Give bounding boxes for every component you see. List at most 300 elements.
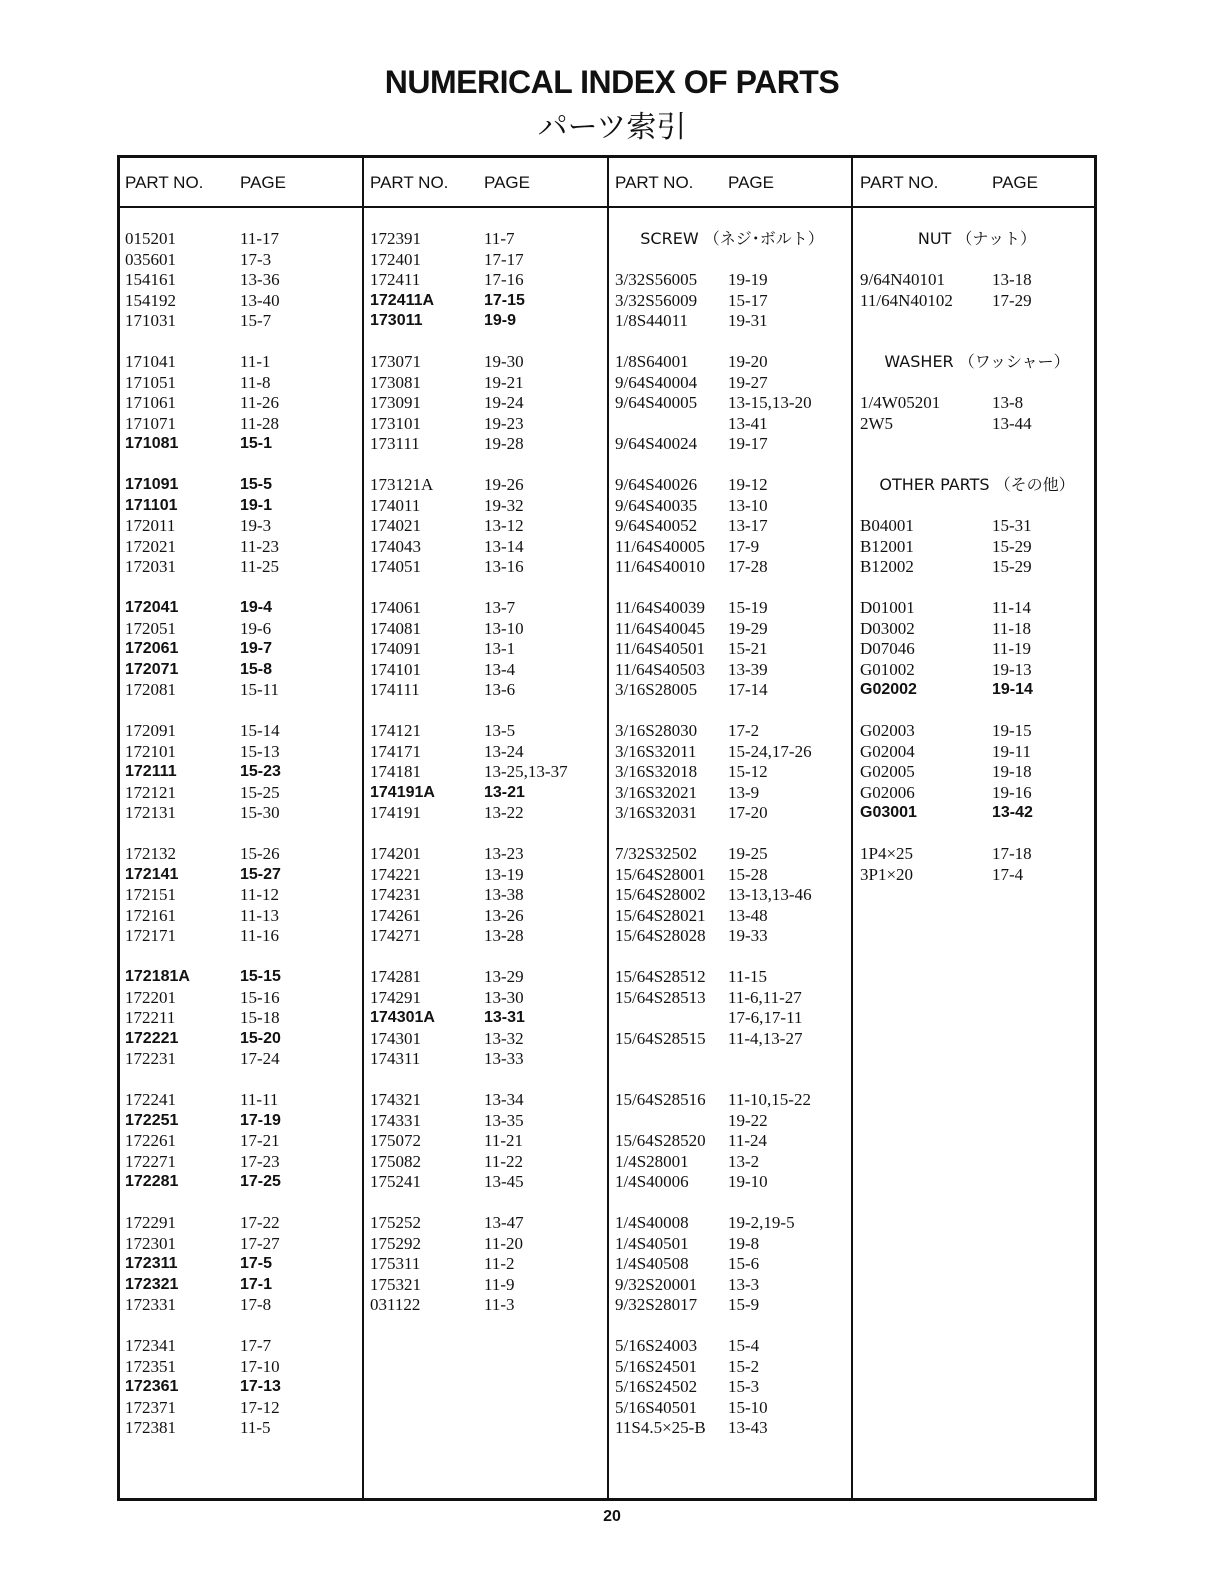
table-row — [125, 1008, 359, 1029]
part-number: 9/32S28017 — [615, 1295, 698, 1314]
spacer-row — [615, 332, 849, 353]
page-reference: 17-17 — [484, 249, 524, 269]
table-row — [615, 619, 849, 640]
spacer-row — [860, 496, 1094, 517]
table-row — [370, 1234, 604, 1255]
table-row — [860, 762, 1094, 783]
page-reference: 17-13 — [240, 1378, 281, 1395]
table-row — [615, 762, 849, 783]
table-row — [615, 1029, 849, 1050]
table-row — [860, 865, 1094, 886]
header-part-no: PART NO. — [615, 173, 694, 192]
page-reference: 19-17 — [728, 434, 768, 453]
part-number: 3/16S32021 — [615, 782, 698, 802]
part-number: 172101 — [125, 741, 176, 761]
table-row — [370, 1172, 604, 1193]
page-reference: 13-4 — [484, 659, 516, 679]
table-row — [370, 1090, 604, 1111]
part-number: 172321 — [125, 1275, 179, 1293]
spacer-row — [615, 1049, 849, 1070]
page-reference: 17-7 — [240, 1336, 272, 1355]
table-row — [370, 414, 604, 435]
page-reference: 15-15 — [240, 968, 281, 985]
page-reference: 13-10 — [484, 618, 524, 638]
part-number: 3/16S32031 — [615, 803, 698, 822]
part-number: B12002 — [860, 557, 914, 576]
page-reference: 13-1 — [484, 639, 516, 658]
page-reference: 11-28 — [240, 413, 280, 433]
part-number: 172331 — [125, 1295, 176, 1314]
table-row — [125, 639, 359, 660]
page-reference: 17-9 — [728, 536, 760, 556]
page-reference: 13-6 — [484, 680, 516, 699]
table-row — [370, 311, 604, 332]
part-number: 174321 — [370, 1090, 421, 1109]
page-reference: 13-41 — [728, 413, 768, 433]
page-reference: 11-9 — [484, 1274, 515, 1294]
part-number: 174311 — [370, 1049, 421, 1068]
page-reference: 15-31 — [992, 516, 1032, 535]
part-number: 172251 — [125, 1111, 179, 1129]
page-reference: 19-21 — [484, 372, 524, 392]
part-number: 11/64S40045 — [615, 618, 706, 638]
table-row — [615, 291, 849, 312]
page-reference: 17-29 — [992, 290, 1032, 310]
page-reference: 19-6 — [240, 618, 272, 638]
page-reference: 13-22 — [484, 803, 524, 822]
part-number: 173101 — [370, 413, 421, 433]
spacer-row — [370, 824, 604, 845]
page-reference: 17-22 — [240, 1213, 280, 1232]
table-row — [615, 414, 849, 435]
part-number: 172161 — [125, 905, 176, 925]
part-number: 1/4S28001 — [615, 1151, 689, 1171]
page-reference: 19-27 — [728, 372, 768, 392]
page-reference: 11-12 — [240, 885, 280, 904]
part-number: 171041 — [125, 352, 176, 371]
section-heading: NUT （ナット） — [917, 229, 1037, 248]
part-number: B12001 — [860, 536, 914, 556]
page-reference: 19-16 — [992, 782, 1032, 802]
part-number: 174091 — [370, 639, 421, 658]
table-row — [370, 639, 604, 660]
spacer-row — [125, 824, 359, 845]
page-reference: 13-18 — [992, 270, 1032, 289]
part-number: 174301 — [370, 1028, 421, 1048]
part-number: 5/16S24501 — [615, 1356, 698, 1376]
table-row — [125, 250, 359, 271]
spacer-row — [370, 701, 604, 722]
page-reference: 15-7 — [240, 311, 272, 330]
table-row — [370, 475, 604, 496]
part-number: 171061 — [125, 393, 176, 412]
part-number: 15/64S28520 — [615, 1131, 706, 1150]
part-number: 175252 — [370, 1213, 421, 1232]
spacer-row — [370, 578, 604, 599]
page-reference: 15-13 — [240, 741, 280, 761]
part-number: 3/16S32011 — [615, 741, 697, 761]
page-reference: 19-18 — [992, 762, 1032, 781]
page-reference: 13-15,13-20 — [728, 393, 812, 412]
part-number: 1/8S44011 — [615, 311, 689, 330]
table-row — [125, 783, 359, 804]
table-row — [125, 270, 359, 291]
part-number: 174011 — [370, 495, 421, 515]
part-number: 172261 — [125, 1131, 176, 1150]
part-number: 031122 — [370, 1295, 421, 1314]
spacer-row — [860, 578, 1094, 599]
part-number: 174111 — [370, 680, 420, 699]
spacer-row — [370, 1193, 604, 1214]
table-row — [615, 1213, 849, 1234]
header-part-no: PART NO. — [860, 173, 939, 192]
table-row — [370, 393, 604, 414]
page-reference: 11-22 — [484, 1151, 524, 1171]
part-number: G02002 — [860, 681, 917, 698]
table-row — [125, 1418, 359, 1439]
part-number: 15/64S28516 — [615, 1090, 706, 1109]
spacer-row — [370, 1070, 604, 1091]
spacer-row — [125, 947, 359, 968]
table-row — [615, 1172, 849, 1193]
part-number: 172271 — [125, 1151, 176, 1171]
part-number: 172111 — [125, 763, 177, 780]
table-row — [125, 1090, 359, 1111]
page-reference: 17-3 — [240, 249, 272, 269]
part-number: 172141 — [125, 865, 179, 883]
part-number: 172391 — [370, 229, 421, 248]
spacer-row — [860, 311, 1094, 332]
table-row — [125, 1152, 359, 1173]
spacer-row — [860, 434, 1094, 455]
header-page: PAGE — [992, 173, 1038, 192]
index-column-4 — [860, 229, 1094, 885]
table-row — [125, 721, 359, 742]
part-number: 172401 — [370, 249, 421, 269]
table-row — [615, 1398, 849, 1419]
spacer-row — [615, 947, 849, 968]
part-number: 174331 — [370, 1110, 421, 1130]
page-reference: 15-16 — [240, 987, 280, 1007]
part-number: 172201 — [125, 987, 176, 1007]
spacer-row — [370, 455, 604, 476]
section-heading: OTHER PARTS （その他） — [879, 475, 1075, 494]
page-reference: 19-8 — [728, 1233, 760, 1253]
table-row — [860, 721, 1094, 742]
page-reference: 13-43 — [728, 1418, 768, 1437]
page-reference: 13-8 — [992, 393, 1024, 412]
part-number: 172021 — [125, 536, 176, 556]
table-row — [370, 1152, 604, 1173]
table-row — [125, 1029, 359, 1050]
part-number: 174221 — [370, 864, 421, 884]
table-row — [125, 1049, 359, 1070]
table-row — [125, 988, 359, 1009]
spacer-row — [615, 1193, 849, 1214]
page-reference: 13-19 — [484, 864, 524, 884]
part-number: 174191 — [370, 803, 421, 822]
part-number: 1/8S64001 — [615, 352, 689, 371]
index-column-2 — [370, 229, 604, 1316]
part-number: 174171 — [370, 741, 421, 761]
part-number: 172291 — [125, 1213, 176, 1232]
spacer-row — [615, 250, 849, 271]
table-row — [860, 783, 1094, 804]
page-reference: 13-10 — [728, 495, 768, 515]
page-reference: 17-10 — [240, 1356, 280, 1376]
page-reference: 11-8 — [240, 372, 271, 392]
page-title-japanese: パーツ索引 — [537, 110, 687, 145]
table-row — [125, 1295, 359, 1316]
page-reference: 13-24 — [484, 741, 524, 761]
part-number: 11/64S40005 — [615, 536, 706, 556]
table-row — [370, 967, 604, 988]
part-number: 5/16S24502 — [615, 1377, 698, 1396]
page-reference: 19-4 — [240, 599, 273, 616]
page-reference: 17-21 — [240, 1131, 280, 1150]
part-number: G02005 — [860, 762, 915, 781]
part-number: 11/64N40102 — [860, 290, 953, 310]
page-reference: 17-6,17-11 — [728, 1008, 803, 1027]
table-row — [370, 270, 604, 291]
table-row — [860, 557, 1094, 578]
part-number: 172341 — [125, 1336, 176, 1355]
page-reference: 15-21 — [728, 639, 768, 658]
part-number: 3P1×20 — [860, 864, 914, 884]
table-row — [860, 844, 1094, 865]
page-reference: 19-13 — [992, 659, 1032, 679]
table-row — [125, 537, 359, 558]
part-number: 174101 — [370, 659, 421, 679]
page-reference: 15-4 — [728, 1336, 760, 1355]
spacer-row — [125, 578, 359, 599]
page-reference: 17-14 — [728, 680, 768, 699]
table-row — [125, 311, 359, 332]
table-row — [125, 1131, 359, 1152]
page-reference: 17-1 — [240, 1275, 273, 1293]
table-row — [370, 803, 604, 824]
part-number: 173011 — [370, 312, 423, 329]
part-number: 172011 — [125, 516, 176, 535]
table-row — [370, 291, 604, 312]
table-row — [615, 721, 849, 742]
part-number: 172371 — [125, 1397, 176, 1417]
page-reference: 13-42 — [992, 804, 1033, 821]
part-number: 171081 — [125, 435, 179, 452]
table-row — [125, 619, 359, 640]
table-row — [615, 311, 849, 332]
table-row — [125, 516, 359, 537]
part-number: G02004 — [860, 741, 915, 761]
table-row — [615, 1090, 849, 1111]
table-row — [370, 229, 604, 250]
part-number: 174021 — [370, 516, 421, 535]
table-row — [615, 1234, 849, 1255]
table-row — [370, 885, 604, 906]
page-reference: 13-35 — [484, 1110, 524, 1130]
table-row — [125, 1357, 359, 1378]
page-reference: 17-24 — [240, 1049, 280, 1068]
table-row — [370, 250, 604, 271]
part-number: 172131 — [125, 803, 176, 822]
table-row — [370, 496, 604, 517]
page-reference: 11-14 — [992, 598, 1032, 617]
page-reference: 11-7 — [484, 229, 515, 248]
table-row — [615, 1336, 849, 1357]
table-row — [125, 1275, 359, 1296]
page-reference: 17-2 — [728, 721, 760, 740]
page-reference: 15-29 — [992, 536, 1032, 556]
spacer-row — [370, 947, 604, 968]
part-number: 175321 — [370, 1274, 421, 1294]
table-row — [615, 1418, 849, 1439]
part-number: 174051 — [370, 557, 421, 576]
table-row — [615, 926, 849, 947]
table-row — [125, 1336, 359, 1357]
part-number: 173071 — [370, 352, 421, 371]
part-number: 15/64S28512 — [615, 967, 706, 986]
table-row — [615, 373, 849, 394]
table-row — [125, 906, 359, 927]
table-row — [125, 393, 359, 414]
spacer-row — [615, 578, 849, 599]
table-row — [370, 1029, 604, 1050]
part-number: 172211 — [125, 1008, 176, 1027]
table-row — [860, 393, 1094, 414]
page-reference: 19-22 — [728, 1110, 768, 1130]
spacer-row — [860, 701, 1094, 722]
spacer-row — [125, 701, 359, 722]
part-number: 5/16S24003 — [615, 1336, 698, 1355]
part-number: 9/64S40004 — [615, 372, 698, 392]
page-reference: 19-11 — [992, 741, 1032, 761]
page-reference: 17-18 — [992, 844, 1032, 863]
table-row — [125, 1234, 359, 1255]
page-reference: 19-3 — [240, 516, 272, 535]
table-row — [615, 475, 849, 496]
table-row — [125, 660, 359, 681]
table-row — [860, 291, 1094, 312]
part-number: 172071 — [125, 660, 179, 678]
page-reference: 13-28 — [484, 926, 524, 945]
page-reference: 13-47 — [484, 1213, 524, 1232]
part-number: 172181A — [125, 968, 190, 985]
header-divider — [120, 206, 1094, 208]
part-number: 9/64S40052 — [615, 516, 698, 535]
part-number: 172231 — [125, 1049, 176, 1068]
table-row — [125, 1377, 359, 1398]
spacer-row — [615, 824, 849, 845]
page-reference: 13-45 — [484, 1172, 524, 1191]
table-row — [125, 1213, 359, 1234]
part-number: 174061 — [370, 598, 421, 617]
part-number: 11/64S40010 — [615, 557, 706, 576]
table-row — [860, 414, 1094, 435]
page-reference: 13-21 — [484, 783, 525, 801]
part-number: 172311 — [125, 1255, 178, 1272]
page-reference: 19-29 — [728, 618, 768, 638]
page-reference: 13-26 — [484, 905, 524, 925]
part-number: 9/64S40026 — [615, 475, 698, 494]
table-row — [370, 1111, 604, 1132]
part-number: 174191A — [370, 783, 435, 801]
part-number: 5/16S40501 — [615, 1397, 698, 1417]
page-reference: 15-5 — [240, 476, 273, 493]
part-number: 11/64S40501 — [615, 639, 706, 658]
header-page: PAGE — [240, 173, 286, 192]
table-row — [370, 988, 604, 1009]
part-number: 172091 — [125, 721, 176, 740]
part-number: 175292 — [370, 1233, 421, 1253]
table-row — [370, 619, 604, 640]
table-row — [125, 967, 359, 988]
part-number: 9/32S20001 — [615, 1274, 698, 1294]
spacer-row — [125, 1070, 359, 1091]
part-number: 15/64S28001 — [615, 864, 706, 884]
table-row — [615, 783, 849, 804]
table-row — [370, 1049, 604, 1070]
table-row — [125, 557, 359, 578]
page-reference: 19-25 — [728, 844, 768, 863]
page-reference: 15-19 — [728, 598, 768, 617]
page-reference: 19-33 — [728, 926, 768, 945]
table-row — [615, 1254, 849, 1275]
page-reference: 17-19 — [240, 1111, 281, 1129]
table-row — [370, 434, 604, 455]
table-row — [370, 1213, 604, 1234]
table-row — [125, 926, 359, 947]
page-reference: 15-1 — [240, 435, 273, 452]
part-number: 172281 — [125, 1173, 179, 1190]
table-row — [615, 639, 849, 660]
page-reference: 11-23 — [240, 536, 280, 556]
part-number: G01002 — [860, 659, 915, 679]
part-number: 174181 — [370, 762, 421, 781]
column-divider — [362, 158, 364, 1498]
part-number: 7/32S32502 — [615, 844, 698, 863]
page-reference: 11-16 — [240, 926, 280, 945]
table-row — [370, 1254, 604, 1275]
page-reference: 15-18 — [240, 1008, 280, 1027]
page-reference: 11-4,13-27 — [728, 1028, 803, 1048]
table-row — [125, 598, 359, 619]
page-reference: 13-9 — [728, 782, 760, 802]
page-reference: 19-23 — [484, 413, 524, 433]
table-row — [370, 1131, 604, 1152]
page-reference: 15-20 — [240, 1029, 281, 1047]
section-heading: WASHER （ワッシャー） — [884, 352, 1070, 371]
index-column-1 — [125, 229, 359, 1439]
page-reference: 11-17 — [240, 229, 280, 248]
table-row — [370, 373, 604, 394]
spacer-row — [125, 1193, 359, 1214]
column-divider — [607, 158, 609, 1498]
page-reference: 11-2 — [484, 1254, 515, 1273]
page-reference: 11-21 — [484, 1131, 524, 1150]
table-row — [370, 598, 604, 619]
part-number: 172411 — [370, 270, 421, 289]
part-number: 171071 — [125, 413, 176, 433]
part-number: 154161 — [125, 270, 176, 289]
spacer-row — [860, 332, 1094, 353]
page-reference: 13-3 — [728, 1274, 760, 1294]
table-row — [615, 537, 849, 558]
table-row — [370, 926, 604, 947]
table-row — [125, 1111, 359, 1132]
table-row — [615, 352, 849, 373]
part-number: 174231 — [370, 885, 421, 904]
table-row — [125, 742, 359, 763]
